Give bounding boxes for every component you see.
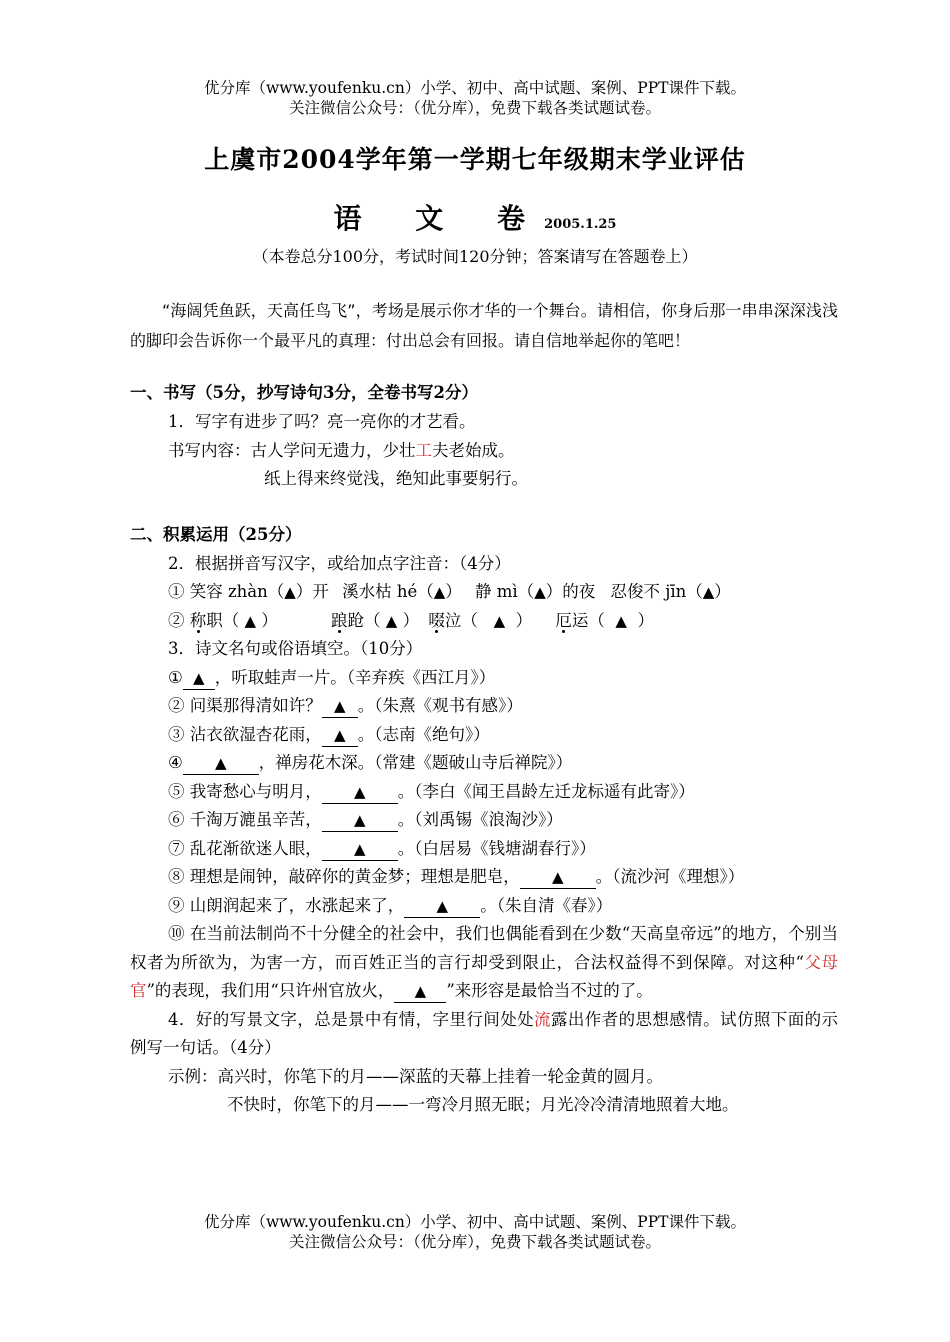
- question-4-text: 露出作者的思想感情。试仿照下面的示例写一句话。（4分）: [130, 1009, 839, 1057]
- answer-mark: ▲: [193, 668, 205, 687]
- page-footer: [0, 1212, 950, 1252]
- fill-item-text: ，听取蛙声一片。（辛弃疾《西江月》）: [214, 667, 496, 687]
- exam-date: 2005.1.25: [544, 217, 617, 232]
- example-line-2: 不快时，你笔下的月——一弯冷月照无眠；月光冷冷清清地照着大地。: [227, 1095, 739, 1114]
- answer-mark: ▲: [353, 839, 366, 858]
- answer-blank[interactable]: [322, 809, 398, 832]
- fill-item-text: ”来形容是最恰当不过的了。: [446, 981, 653, 1000]
- writing-content-label: 书写内容：: [168, 440, 251, 460]
- pinyin-item-4: 忍俊不 jīn（: [610, 582, 703, 601]
- pinyin-item-3: 静 mì（: [475, 582, 535, 601]
- exam-subject: [0, 197, 950, 237]
- fill-item-9: [130, 892, 838, 921]
- pinyin-item-3-end: ）的夜: [545, 582, 596, 601]
- fill-item-text: ⑧ 理想是闹钟，敲碎你的黄金梦；理想是肥皂，: [168, 867, 520, 886]
- fill-item-7: [130, 835, 838, 864]
- footer-line-1: 优分库（www.youfenku.cn）小学、初中、高中试题、案例、PPT课件下载。: [203, 1213, 747, 1231]
- answer-mark: ▲: [385, 611, 398, 630]
- fill-item-text: ⑨ 山朗润起来了，水涨起来了，: [168, 895, 405, 915]
- pinyin-item-1-end: ）开: [295, 582, 329, 601]
- answer-mark: ▲: [493, 611, 506, 630]
- answer-mark: ▲: [353, 811, 366, 829]
- phonetic-item-1: 职（: [206, 610, 240, 630]
- fill-item-2: [130, 692, 838, 721]
- phonetic-item-4: 运（: [571, 610, 605, 630]
- answer-mark: ▲: [215, 754, 227, 772]
- question-2-row-1: [130, 578, 838, 607]
- answer-blank[interactable]: [322, 781, 398, 804]
- answer-blank[interactable]: [322, 695, 358, 718]
- question-2: 2．根据拼音写汉字，或给加点字注音：（4分）: [168, 553, 511, 573]
- answer-blank[interactable]: [322, 838, 398, 861]
- answer-mark: ▲: [284, 583, 296, 601]
- answer-mark: ▲: [353, 782, 366, 801]
- row-2-number: ②: [168, 610, 190, 630]
- page-header: [0, 78, 950, 118]
- answer-mark: ▲: [534, 583, 546, 601]
- fill-item-text: 。（流沙河《理想》）: [595, 867, 745, 886]
- answer-mark: ▲: [333, 725, 346, 744]
- dotted-char: 踉: [331, 610, 348, 630]
- fill-item-text: 。（李白《闻王昌龄左迁龙标遥有此寄》）: [397, 781, 695, 801]
- section-2-heading: 二、积累运用（25分）: [130, 524, 302, 544]
- fill-item-text: 。（朱熹《观书有感》）: [357, 696, 523, 715]
- question-2-row-2: [130, 607, 838, 636]
- fill-item-text: ”的表现，我们用“只许州官放火，: [146, 981, 395, 1000]
- fill-item-3: [130, 721, 838, 750]
- fill-item-text: ⑩ 在当前法制尚不十分健全的社会中，我们也偶能看到在少数“天高皇帝远”的地方，个别当权者为所欲为，为害一方，而百姓正当的言行却受到限止，合法权益得不到保障。对这种“: [130, 924, 838, 972]
- question-4: [130, 1006, 838, 1063]
- fill-item-text: ② 问渠那得清如许？: [168, 696, 322, 715]
- fill-item-text: 。（刘禹锡《浪淘沙》）: [397, 810, 563, 829]
- fill-item-text: 。（朱自清《春》）: [480, 895, 613, 915]
- fill-item-text: ①: [168, 667, 183, 687]
- answer-blank[interactable]: [183, 667, 215, 690]
- fill-item-text: ④: [168, 753, 183, 772]
- answer-mark: ▲: [615, 611, 627, 630]
- dotted-char: 厄: [555, 610, 572, 630]
- exam-body: [130, 296, 838, 1120]
- dotted-char: 啜: [428, 610, 445, 630]
- question-3: 3．诗文名句或俗语填空。（10分）: [168, 639, 423, 658]
- highlighted-term: 父母官: [130, 952, 838, 1000]
- dotted-char: 称: [189, 610, 207, 630]
- answer-mark: ▲: [433, 583, 446, 601]
- fill-item-1: [130, 664, 838, 693]
- fill-item-text: ⑥ 千淘万漉虽辛苦，: [168, 810, 322, 829]
- writing-content-line-1: [130, 437, 838, 466]
- highlighted-char: 流: [534, 1009, 551, 1029]
- answer-blank[interactable]: [183, 752, 259, 775]
- footer-line-2: 关注微信公众号：（优分库），免费下载各类试题试卷。: [288, 1233, 661, 1251]
- header-line-2: 关注微信公众号：（优分库），免费下载各类试题试卷。: [288, 99, 661, 117]
- answer-blank[interactable]: [520, 866, 596, 889]
- exam-note: （本卷总分100分，考试时间120分钟；答案请写在答题卷上）: [252, 247, 698, 266]
- phonetic-item-2: 跄（: [347, 610, 381, 630]
- fill-item-text: ⑤ 我寄愁心与明月，: [168, 781, 322, 801]
- intro-paragraph: “海阔凭鱼跃，天高任鸟飞”，考场是展示你才华的一个舞台。请相信，你身后那一串串深深浅浅的脚印会告诉你一个最平凡的真理：付出总会有回报。请自信地举起你的笔吧！: [130, 301, 838, 350]
- fill-item-10: [130, 920, 838, 1006]
- poem-line-1-part-b: 夫老始成。: [432, 440, 515, 460]
- answer-mark: ▲: [244, 611, 257, 630]
- pinyin-item-4-end: ）: [714, 582, 731, 601]
- answer-mark: ▲: [333, 697, 346, 715]
- phonetic-item-1-end: ）: [261, 610, 278, 630]
- question-4-text: 4．好的写景文字，总是景中有情，字里行间处处: [168, 1009, 535, 1029]
- phonetic-item-3: 泣（: [444, 610, 478, 630]
- fill-item-text: ，禅房花木深。（常建《题破山寺后禅院》）: [258, 753, 573, 772]
- question-1: 1．写字有进步了吗？亮一亮你的才艺看。: [168, 412, 476, 431]
- answer-blank[interactable]: [394, 980, 446, 1003]
- poem-line-1-part-a: 古人学问无遗力，少壮: [250, 440, 416, 460]
- answer-mark: ▲: [436, 896, 449, 915]
- answer-mark: ▲: [551, 868, 564, 886]
- answer-blank[interactable]: [322, 724, 358, 747]
- answer-mark: ▲: [414, 982, 427, 1000]
- fill-item-8: [130, 863, 838, 892]
- answer-blank[interactable]: [404, 895, 480, 918]
- phonetic-item-2-end: ）: [402, 610, 420, 630]
- phonetic-item-4-end: ）: [637, 610, 654, 630]
- fill-item-text: 。（白居易《钱塘湖春行》）: [397, 838, 596, 858]
- writing-content-line-2: 纸上得来终觉浅，绝知此事要躬行。: [264, 469, 528, 488]
- fill-item-6: [130, 806, 838, 835]
- fill-item-text: ⑦ 乱花渐欲迷人眼，: [168, 838, 322, 858]
- fill-item-5: [130, 778, 838, 807]
- pinyin-item-2-end: ）: [445, 582, 462, 601]
- pinyin-item-2: 溪水枯 hé（: [342, 582, 434, 601]
- exam-title: 上虞市2004学年第一学期七年级期末学业评估: [204, 145, 746, 174]
- header-line-1: 优分库（www.youfenku.cn）小学、初中、高中试题、案例、PPT课件下载。: [203, 79, 747, 97]
- pinyin-item-1: ① 笑容 zhàn（: [168, 582, 285, 601]
- poem-red-char: 工: [415, 440, 432, 460]
- phonetic-item-3-end: ）: [515, 610, 533, 630]
- fill-item-text: ③ 沾衣欲湿杏花雨，: [168, 724, 322, 744]
- example-line-1: 示例：高兴时，你笔下的月——深蓝的天幕上挂着一轮金黄的圆月。: [168, 1066, 663, 1086]
- fill-item-text: 。（志南《绝句》）: [357, 724, 490, 744]
- subject-label: 语 文 卷: [333, 202, 548, 235]
- fill-item-4: [130, 749, 838, 778]
- answer-mark: ▲: [702, 583, 715, 601]
- section-1-heading: 一、书写（5分，抄写诗句3分，全卷书写2分）: [130, 383, 478, 402]
